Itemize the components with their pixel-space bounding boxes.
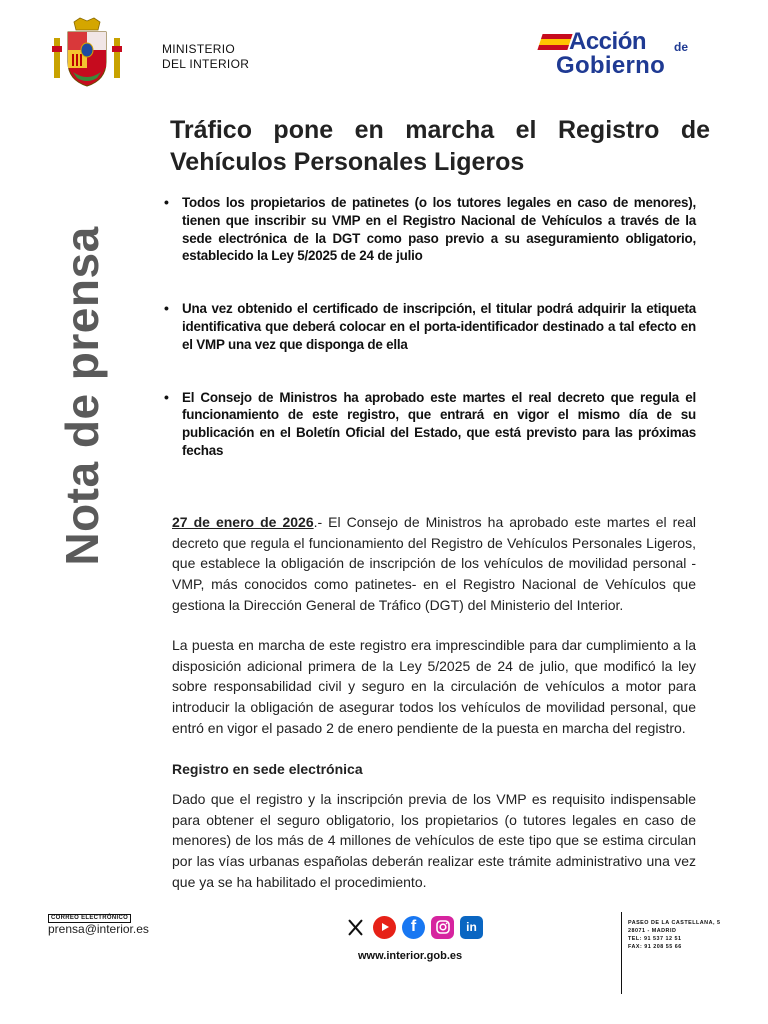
youtube-icon[interactable] — [373, 916, 396, 939]
address-line: PASEO DE LA CASTELLANA, 5 — [628, 920, 721, 926]
bullet-icon: • — [164, 194, 169, 210]
ministry-line-1: MINISTERIO — [162, 42, 236, 56]
ministry-line-2: DEL INTERIOR — [162, 57, 250, 71]
body-paragraph-3: Dado que el registro y la inscripción previa de los VMP es requisito indispensable para obtener el seguro obligatorio, los propietarios (o tutores legales en caso de menores) de los más de 4 millones de vehículos de este tipo que se estima circulan por las vías urbanas españolas deberán realizar este trámite administrativo una vez que ya se ha habilitado el procedimiento. — [172, 791, 696, 890]
accion-de-gobierno-logo — [540, 30, 700, 80]
address-line: 28071 - MADRID — [628, 928, 677, 934]
spain-flag-icon — [537, 34, 572, 50]
logo-word-accion: Acción — [569, 28, 647, 55]
bullet-text: Una vez obtenido el certificado de inscripción, el titular podrá adquirir la etiqueta identificativa que deberá colocar en el porta-identificador destinado a tal efecto en el VMP una vez que disponga de ella — [182, 301, 696, 352]
press-date: 27 de enero de 2026 — [172, 514, 314, 530]
list-item — [164, 194, 696, 265]
body-paragraph-1 — [172, 512, 696, 616]
facebook-icon[interactable]: f — [402, 916, 425, 939]
side-label: Nota de prensa — [56, 226, 108, 566]
logo-word-gobierno: Gobierno — [556, 52, 666, 79]
address-line: FAX: 91 208 55 66 — [628, 944, 682, 950]
bullet-text: El Consejo de Ministros ha aprobado este martes el real decreto que regula el funcionamiento de este registro, que entrará en vigor el mismo día de su publicación en el Boletín Oficial del Estado, que está previsto para las próximas fechas — [182, 389, 696, 458]
contact-email-link[interactable]: prensa@interior.es — [48, 922, 149, 936]
bullet-icon: • — [164, 300, 169, 317]
footer-divider — [621, 912, 622, 994]
list-item — [164, 300, 696, 353]
email-label: CORREO ELECTRÓNICO — [48, 914, 131, 923]
website-link[interactable]: www.interior.gob.es — [358, 950, 463, 962]
coat-of-arms-logo — [50, 16, 124, 90]
address-block — [628, 919, 720, 951]
address-line: TEL: 91 537 12 51 — [628, 936, 682, 942]
logo-word-de: de — [674, 40, 689, 54]
highlights-list — [164, 194, 696, 460]
body-paragraph-2: La puesta en marcha de este registro era imprescindible para dar cumplimiento a la disposición adicional primera de la Ley 5/2025 de 24 de julio, que modificó la ley sobre responsabilidad civil y seguro en la circulación de vehículos a motor para introducir la obligación de asegurar todos los vehículos de movilidad personal, que entró en vigor el pasado 2 de enero pendiente de la puesta en marcha del registro. — [172, 637, 696, 736]
bullet-text: Todos los propietarios de patinetes (o los tutores legales en caso de menores), tienen que inscribir su VMP en el Registro Nacional de Vehículos a través de la sede electrónica de la DGT como paso previo a su aseguramiento obligatorio, establecido la Ley 5/2025 de 24 de julio — [182, 195, 696, 264]
social-icons — [344, 914, 483, 940]
paragraph-text: .- El Consejo de Ministros ha aprobado este martes el real decreto que regula el funcionamiento del Registro de Vehículos Personales Ligeros, que establece la obligación de inscripción de los vehículos de movilidad personal -VMP, más conocidos como patinetes- en el Registro Nacional de Vehículos que gestiona la Dirección General de Tráfico (DGT) del Ministerio del Interior. — [172, 514, 696, 613]
section-heading: Registro en sede electrónica — [172, 761, 363, 777]
linkedin-icon[interactable]: in — [460, 916, 483, 939]
ministry-name — [162, 42, 249, 72]
instagram-icon[interactable] — [431, 916, 454, 939]
bullet-icon: • — [164, 388, 169, 405]
x-icon[interactable] — [344, 916, 367, 939]
list-item — [164, 388, 696, 460]
page-title: Tráfico pone en marcha el Registro de Vehículos Personales Ligeros — [170, 116, 710, 176]
